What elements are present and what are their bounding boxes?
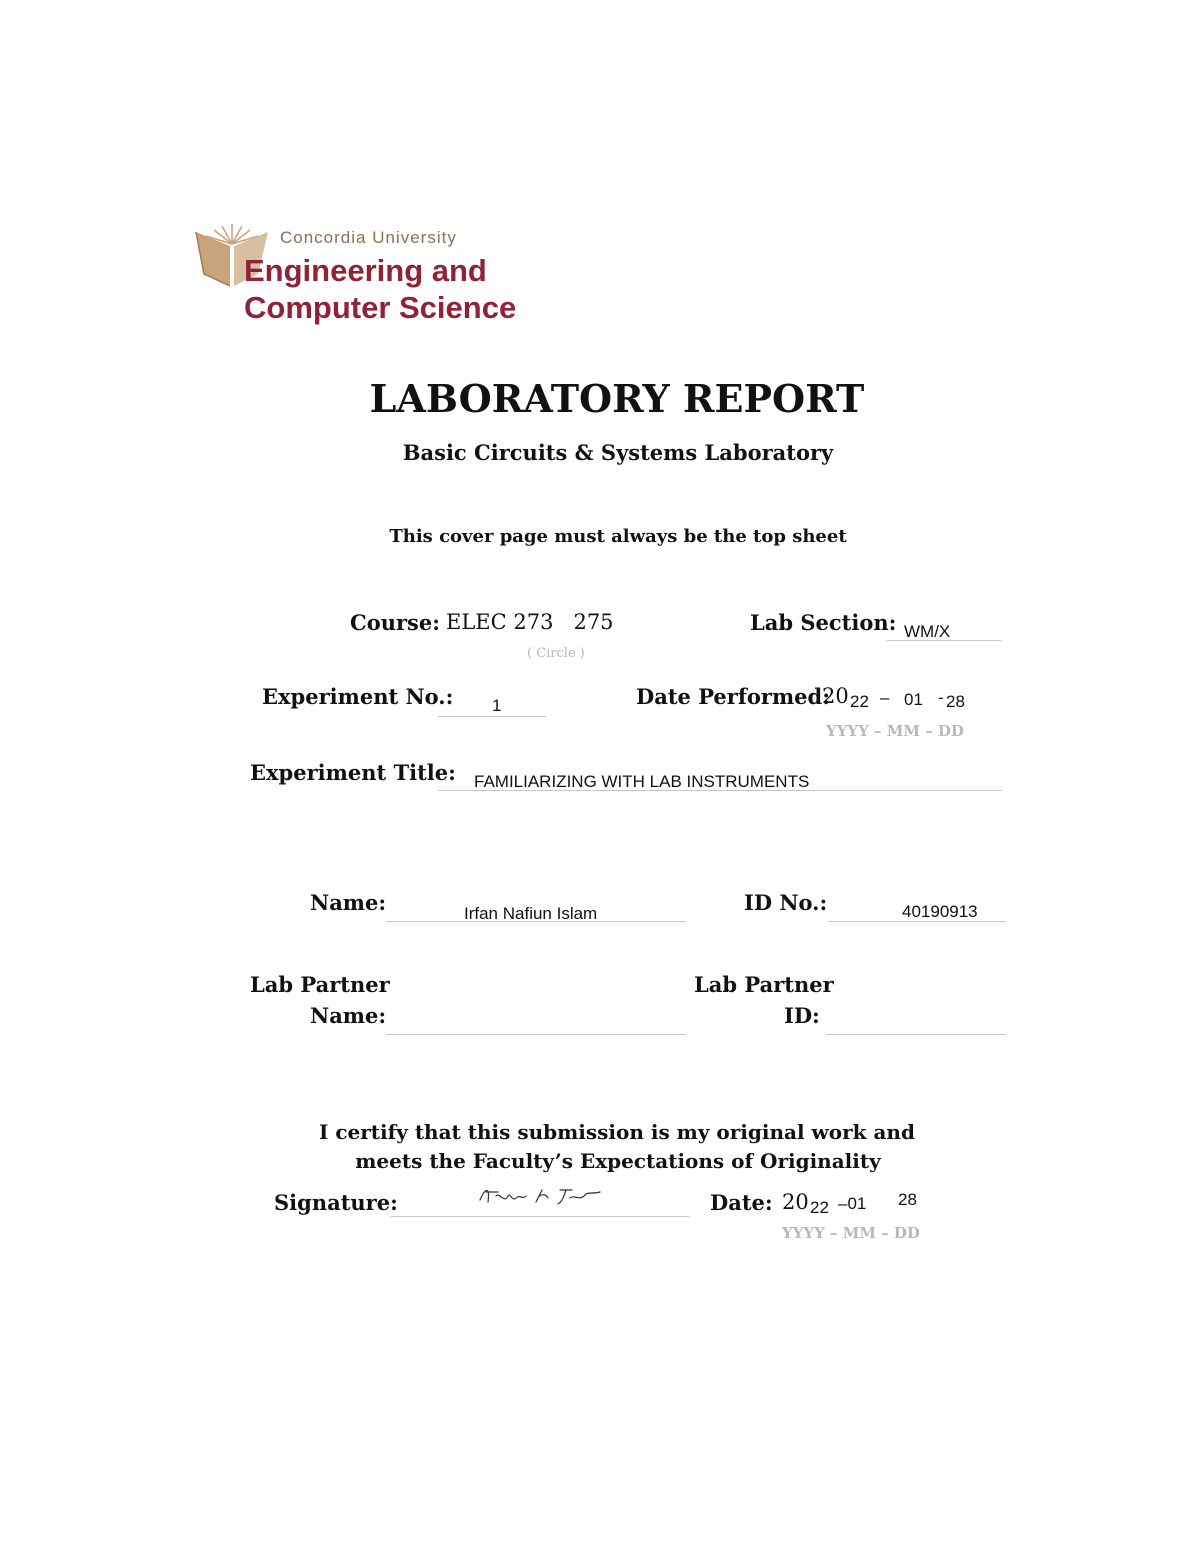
experiment-title-line [438,790,1002,791]
report-subtitle: Basic Circuits & Systems Laboratory [402,440,834,465]
experiment-no-value[interactable]: 1 [492,696,502,715]
certify-line1: I certify that this submission is my original work and [319,1120,915,1144]
id-value[interactable]: 40190913 [902,902,978,921]
lab-section-line [886,640,1002,641]
faculty-logo [192,222,552,332]
partner-name-line[interactable] [386,1034,686,1035]
name-line [386,921,686,922]
signature-line [390,1216,690,1217]
experiment-no-line [438,716,546,717]
cert-date-format: YYYY – MM – DD [782,1224,920,1242]
signature-image[interactable] [476,1182,606,1212]
course-label: Course: [350,610,440,635]
cert-date-day[interactable]: 28 [898,1190,917,1209]
date-performed-sep2: - [938,688,944,707]
date-performed-sep1: – [880,688,890,707]
report-title: LABORATORY REPORT [369,376,865,421]
cert-date-month[interactable]: –01 [838,1194,867,1213]
date-performed-year[interactable]: 22 [850,692,869,711]
partner-name-label-2: Name: [310,1003,387,1028]
certify-line2: meets the Faculty’s Expectations of Originality [355,1149,881,1173]
cert-date-label: Date: [710,1190,773,1215]
partner-id-line[interactable] [826,1034,1006,1035]
experiment-title-value[interactable]: FAMILIARIZING WITH LAB INSTRUMENTS [474,772,810,791]
experiment-no-label: Experiment No.: [262,684,454,709]
id-label: ID No.: [744,890,828,915]
experiment-title-label: Experiment Title: [250,760,456,785]
lab-section-value[interactable]: WM/X [904,622,951,641]
course-hint: ( Circle ) [527,646,585,661]
date-performed-format: YYYY – MM – DD [826,722,964,740]
signature-label: Signature: [274,1190,398,1215]
date-performed-day[interactable]: 28 [946,692,965,711]
name-value[interactable]: Irfan Nafiun Islam [464,904,598,923]
partner-id-label-2: ID: [784,1003,820,1028]
date-performed-label: Date Performed: [636,684,830,709]
partner-name-label-1: Lab Partner [250,972,390,997]
date-performed-month[interactable]: 01 [904,690,923,709]
cover-notice: This cover page must always be the top sheet [389,526,847,547]
lab-section-label: Lab Section: [750,610,897,635]
date-performed-prefix: 20 [822,684,849,708]
cert-date-prefix: 20 [782,1190,809,1214]
university-name: Concordia University [280,228,457,247]
id-line [828,921,1006,922]
faculty-name-line1: Engineering and [244,253,487,288]
name-label: Name: [310,890,387,915]
course-value: ELEC 273 275 [446,610,614,634]
faculty-name-line2: Computer Science [244,290,517,325]
partner-id-label-1: Lab Partner [694,972,834,997]
cert-date-year[interactable]: 22 [810,1198,829,1217]
